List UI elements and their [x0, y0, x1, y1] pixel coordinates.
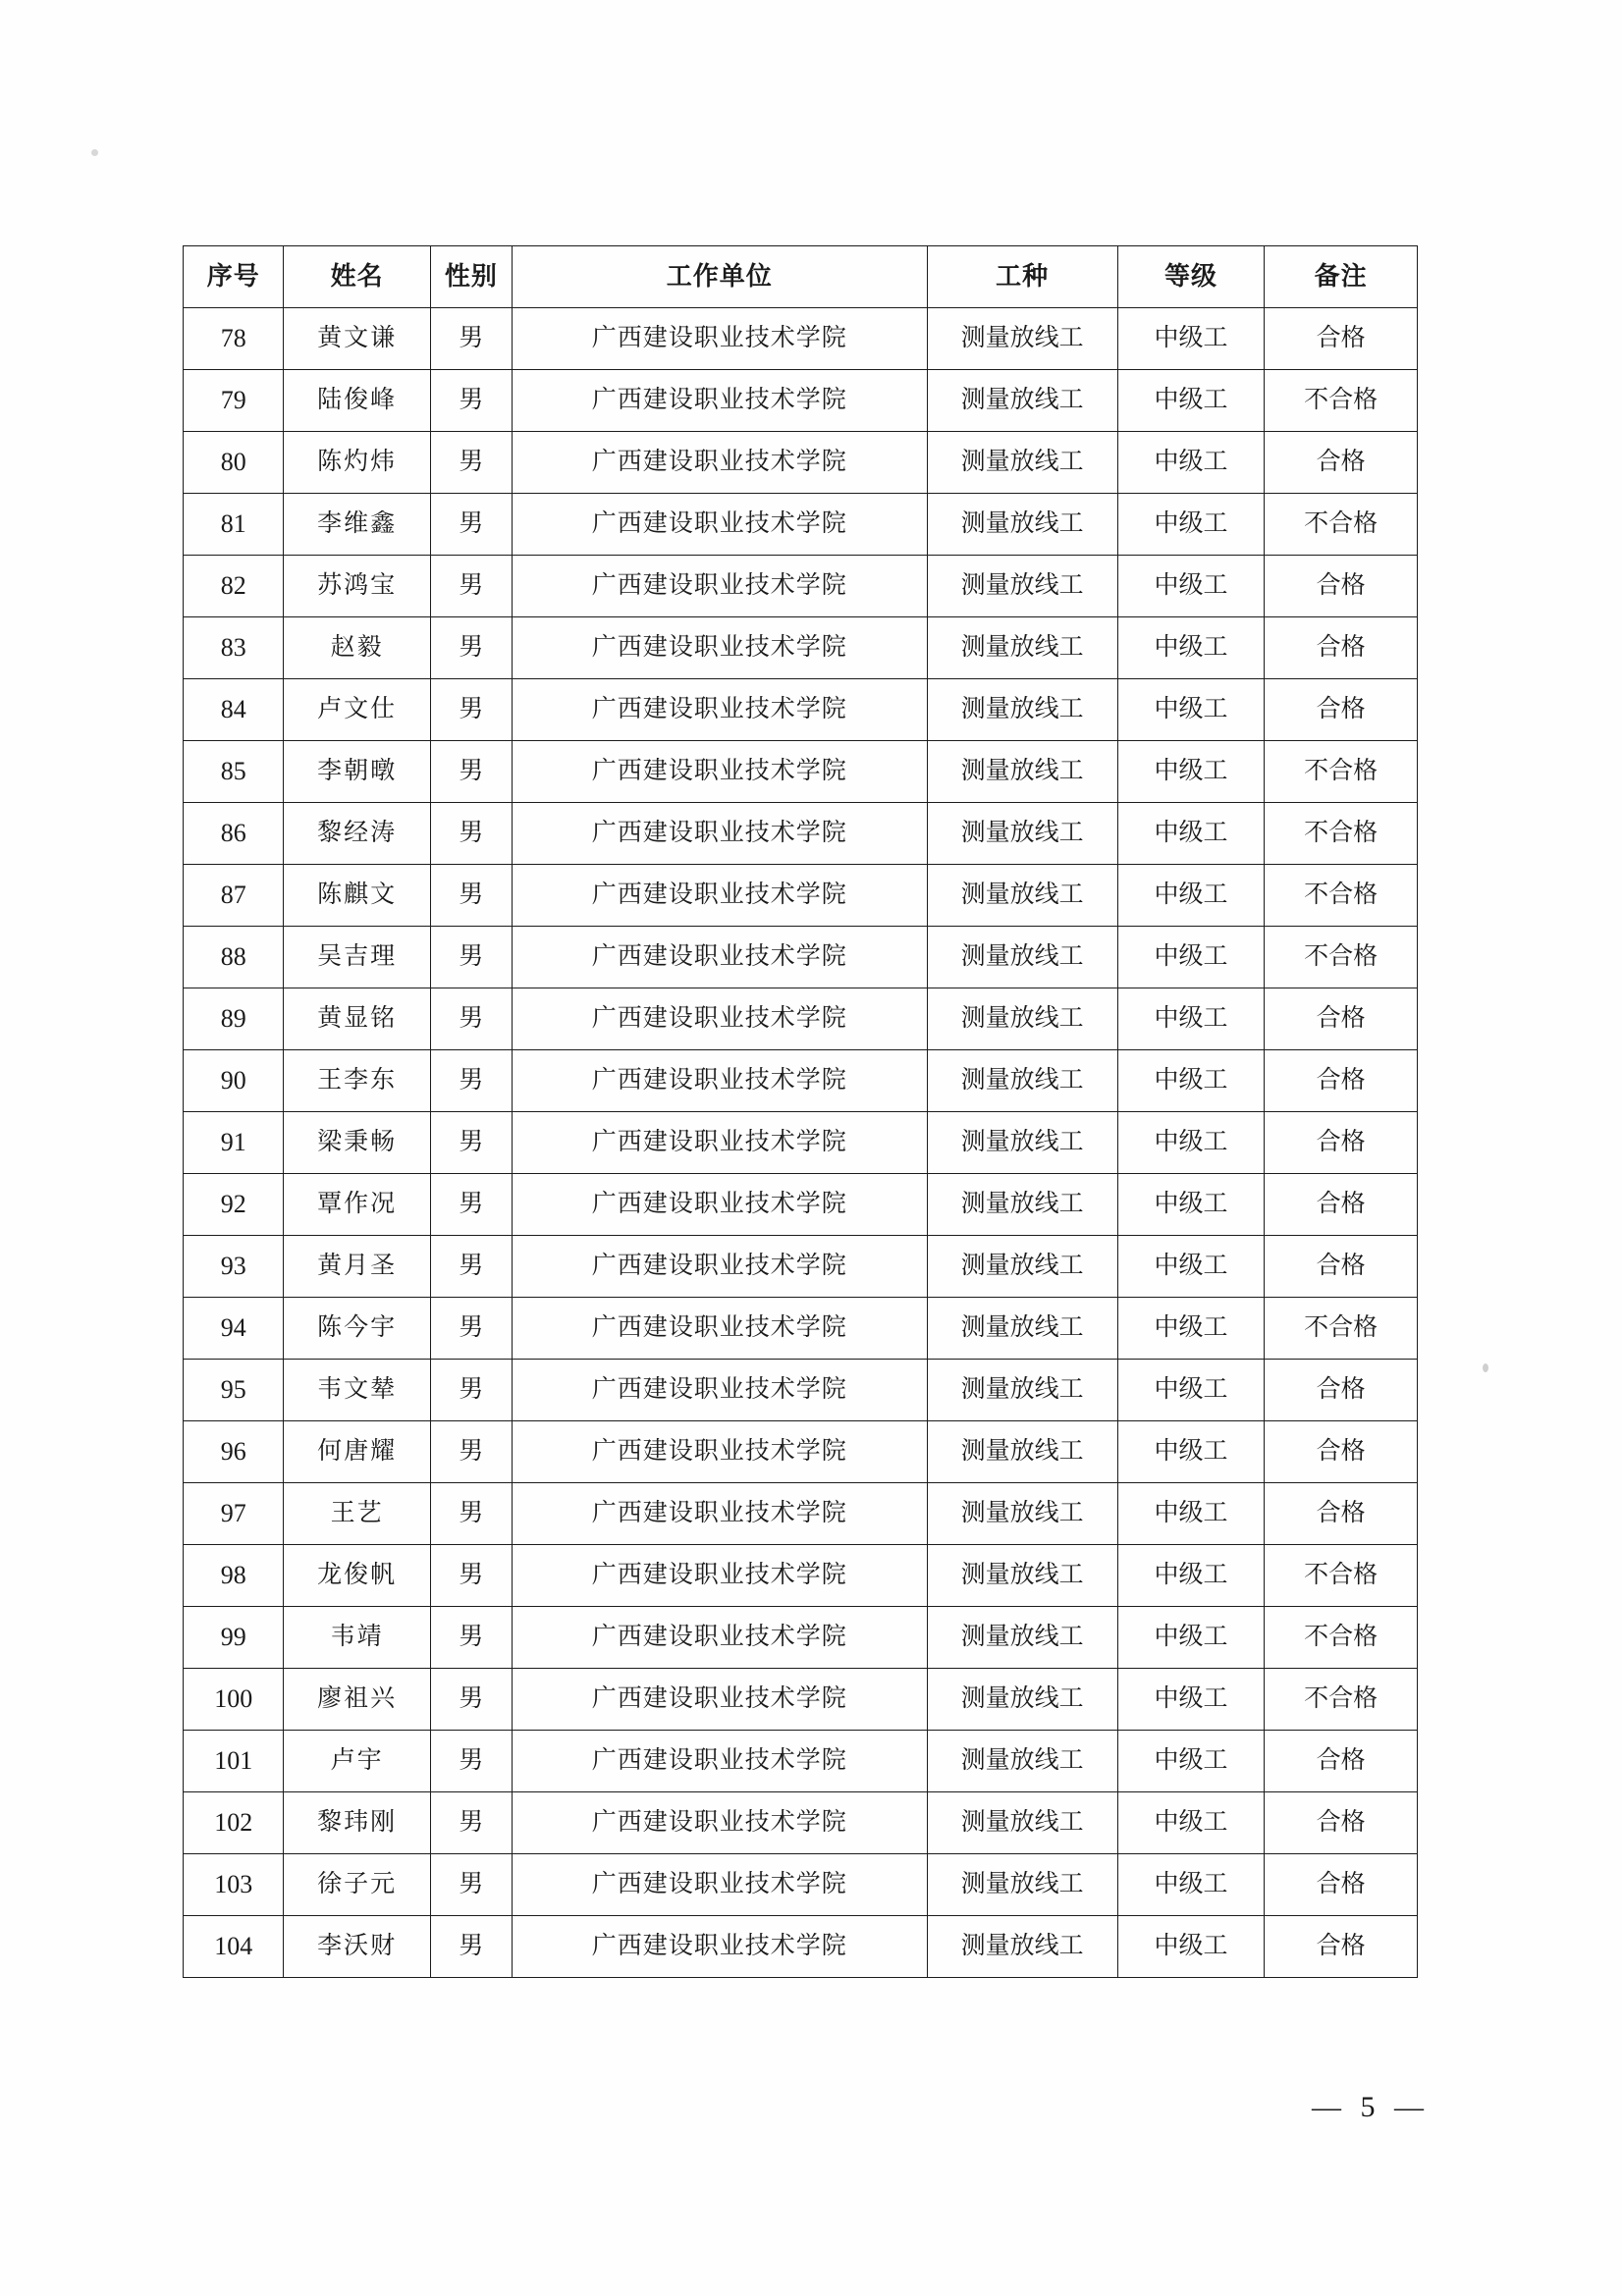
scan-speck [1483, 1363, 1488, 1372]
cell-name: 苏鸿宝 [284, 556, 430, 617]
cell-jobtype: 测量放线工 [927, 1792, 1117, 1854]
cell-gender: 男 [430, 556, 512, 617]
cell-workunit: 广西建设职业技术学院 [513, 370, 928, 432]
table-row [184, 927, 1418, 988]
table-row [184, 803, 1418, 865]
cell-workunit: 广西建设职业技术学院 [513, 1731, 928, 1792]
cell-index: 82 [184, 556, 284, 617]
cell-level: 中级工 [1117, 1236, 1264, 1298]
cell-remark: 不合格 [1265, 1607, 1418, 1669]
cell-index: 98 [184, 1545, 284, 1607]
column-header-remark: 备注 [1265, 246, 1418, 308]
cell-workunit: 广西建设职业技术学院 [513, 927, 928, 988]
cell-level: 中级工 [1117, 1050, 1264, 1112]
table-row [184, 865, 1418, 927]
cell-name: 李维鑫 [284, 494, 430, 556]
cell-index: 91 [184, 1112, 284, 1174]
cell-jobtype: 测量放线工 [927, 679, 1117, 741]
cell-gender: 男 [430, 927, 512, 988]
cell-level: 中级工 [1117, 556, 1264, 617]
cell-gender: 男 [430, 494, 512, 556]
cell-jobtype: 测量放线工 [927, 1854, 1117, 1916]
cell-gender: 男 [430, 1792, 512, 1854]
column-header-workunit: 工作单位 [513, 246, 928, 308]
table-row [184, 308, 1418, 370]
cell-remark: 不合格 [1265, 1298, 1418, 1360]
cell-level: 中级工 [1117, 1731, 1264, 1792]
cell-level: 中级工 [1117, 679, 1264, 741]
cell-remark: 合格 [1265, 988, 1418, 1050]
cell-level: 中级工 [1117, 988, 1264, 1050]
cell-index: 89 [184, 988, 284, 1050]
cell-name: 陆俊峰 [284, 370, 430, 432]
cell-gender: 男 [430, 679, 512, 741]
cell-gender: 男 [430, 1112, 512, 1174]
cell-index: 104 [184, 1916, 284, 1978]
cell-jobtype: 测量放线工 [927, 556, 1117, 617]
cell-remark: 合格 [1265, 617, 1418, 679]
cell-name: 王李东 [284, 1050, 430, 1112]
cell-workunit: 广西建设职业技术学院 [513, 617, 928, 679]
cell-level: 中级工 [1117, 1421, 1264, 1483]
cell-remark: 合格 [1265, 432, 1418, 494]
cell-name: 李沃财 [284, 1916, 430, 1978]
cell-jobtype: 测量放线工 [927, 1421, 1117, 1483]
cell-remark: 不合格 [1265, 865, 1418, 927]
cell-gender: 男 [430, 432, 512, 494]
cell-name: 王艺 [284, 1483, 430, 1545]
table-row [184, 1916, 1418, 1978]
table-row [184, 1854, 1418, 1916]
cell-gender: 男 [430, 1174, 512, 1236]
cell-workunit: 广西建设职业技术学院 [513, 1669, 928, 1731]
cell-gender: 男 [430, 741, 512, 803]
scan-speck [91, 149, 98, 156]
cell-name: 黎经涛 [284, 803, 430, 865]
table-row [184, 741, 1418, 803]
cell-remark: 合格 [1265, 1050, 1418, 1112]
cell-workunit: 广西建设职业技术学院 [513, 1050, 928, 1112]
table-row [184, 1050, 1418, 1112]
table-row [184, 1360, 1418, 1421]
cell-jobtype: 测量放线工 [927, 617, 1117, 679]
cell-jobtype: 测量放线工 [927, 1545, 1117, 1607]
cell-gender: 男 [430, 988, 512, 1050]
cell-workunit: 广西建设职业技术学院 [513, 1483, 928, 1545]
cell-jobtype: 测量放线工 [927, 370, 1117, 432]
cell-index: 78 [184, 308, 284, 370]
cell-gender: 男 [430, 1916, 512, 1978]
cell-index: 87 [184, 865, 284, 927]
cell-name: 何唐耀 [284, 1421, 430, 1483]
cell-level: 中级工 [1117, 370, 1264, 432]
cell-name: 黄月圣 [284, 1236, 430, 1298]
cell-gender: 男 [430, 1607, 512, 1669]
cell-name: 卢文仕 [284, 679, 430, 741]
roster-table [183, 245, 1418, 1978]
table-row [184, 679, 1418, 741]
table-header-row [184, 246, 1418, 308]
cell-level: 中级工 [1117, 1607, 1264, 1669]
cell-name: 韦文辇 [284, 1360, 430, 1421]
cell-remark: 合格 [1265, 1916, 1418, 1978]
cell-remark: 合格 [1265, 1421, 1418, 1483]
cell-level: 中级工 [1117, 1916, 1264, 1978]
cell-index: 93 [184, 1236, 284, 1298]
cell-name: 李朝暾 [284, 741, 430, 803]
cell-level: 中级工 [1117, 741, 1264, 803]
cell-jobtype: 测量放线工 [927, 1360, 1117, 1421]
roster-table-container [183, 245, 1418, 1978]
cell-remark: 不合格 [1265, 370, 1418, 432]
cell-name: 龙俊帆 [284, 1545, 430, 1607]
cell-name: 覃作况 [284, 1174, 430, 1236]
cell-remark: 不合格 [1265, 803, 1418, 865]
cell-name: 黎玮刚 [284, 1792, 430, 1854]
table-row [184, 1792, 1418, 1854]
cell-remark: 合格 [1265, 679, 1418, 741]
cell-level: 中级工 [1117, 1483, 1264, 1545]
cell-workunit: 广西建设职业技术学院 [513, 865, 928, 927]
cell-workunit: 广西建设职业技术学院 [513, 1360, 928, 1421]
cell-level: 中级工 [1117, 1792, 1264, 1854]
cell-name: 吴吉理 [284, 927, 430, 988]
cell-remark: 合格 [1265, 1731, 1418, 1792]
cell-level: 中级工 [1117, 1854, 1264, 1916]
cell-gender: 男 [430, 617, 512, 679]
cell-workunit: 广西建设职业技术学院 [513, 1854, 928, 1916]
cell-level: 中级工 [1117, 865, 1264, 927]
cell-workunit: 广西建设职业技术学院 [513, 1916, 928, 1978]
table-row [184, 1421, 1418, 1483]
cell-jobtype: 测量放线工 [927, 308, 1117, 370]
cell-level: 中级工 [1117, 1174, 1264, 1236]
cell-name: 黄文谦 [284, 308, 430, 370]
cell-gender: 男 [430, 1236, 512, 1298]
cell-index: 80 [184, 432, 284, 494]
cell-gender: 男 [430, 1854, 512, 1916]
cell-jobtype: 测量放线工 [927, 1298, 1117, 1360]
table-row [184, 494, 1418, 556]
cell-level: 中级工 [1117, 1112, 1264, 1174]
table-row [184, 1607, 1418, 1669]
cell-level: 中级工 [1117, 432, 1264, 494]
cell-level: 中级工 [1117, 1669, 1264, 1731]
cell-jobtype: 测量放线工 [927, 1607, 1117, 1669]
cell-name: 陈今宇 [284, 1298, 430, 1360]
cell-jobtype: 测量放线工 [927, 432, 1117, 494]
cell-workunit: 广西建设职业技术学院 [513, 1545, 928, 1607]
cell-index: 88 [184, 927, 284, 988]
cell-gender: 男 [430, 1421, 512, 1483]
cell-remark: 不合格 [1265, 1669, 1418, 1731]
cell-index: 99 [184, 1607, 284, 1669]
cell-gender: 男 [430, 1669, 512, 1731]
cell-remark: 合格 [1265, 1112, 1418, 1174]
cell-level: 中级工 [1117, 1298, 1264, 1360]
page-number: — 5 — [1312, 2091, 1430, 2123]
cell-jobtype: 测量放线工 [927, 988, 1117, 1050]
cell-workunit: 广西建设职业技术学院 [513, 494, 928, 556]
cell-workunit: 广西建设职业技术学院 [513, 1607, 928, 1669]
cell-name: 卢宇 [284, 1731, 430, 1792]
column-header-jobtype: 工种 [927, 246, 1117, 308]
cell-jobtype: 测量放线工 [927, 1669, 1117, 1731]
cell-level: 中级工 [1117, 617, 1264, 679]
cell-level: 中级工 [1117, 803, 1264, 865]
cell-level: 中级工 [1117, 308, 1264, 370]
column-header-name: 姓名 [284, 246, 430, 308]
cell-workunit: 广西建设职业技术学院 [513, 1112, 928, 1174]
cell-workunit: 广西建设职业技术学院 [513, 1792, 928, 1854]
table-row [184, 556, 1418, 617]
table-row [184, 370, 1418, 432]
cell-gender: 男 [430, 1298, 512, 1360]
cell-workunit: 广西建设职业技术学院 [513, 679, 928, 741]
cell-name: 陈灼炜 [284, 432, 430, 494]
cell-index: 100 [184, 1669, 284, 1731]
cell-gender: 男 [430, 1360, 512, 1421]
cell-jobtype: 测量放线工 [927, 741, 1117, 803]
cell-name: 陈麒文 [284, 865, 430, 927]
cell-jobtype: 测量放线工 [927, 1050, 1117, 1112]
table-row [184, 617, 1418, 679]
table-row [184, 988, 1418, 1050]
cell-index: 96 [184, 1421, 284, 1483]
cell-jobtype: 测量放线工 [927, 1731, 1117, 1792]
cell-jobtype: 测量放线工 [927, 1483, 1117, 1545]
table-row [184, 1545, 1418, 1607]
cell-jobtype: 测量放线工 [927, 494, 1117, 556]
table-row [184, 1236, 1418, 1298]
cell-name: 韦靖 [284, 1607, 430, 1669]
cell-gender: 男 [430, 1050, 512, 1112]
cell-index: 79 [184, 370, 284, 432]
cell-index: 84 [184, 679, 284, 741]
cell-remark: 不合格 [1265, 927, 1418, 988]
cell-workunit: 广西建设职业技术学院 [513, 1298, 928, 1360]
cell-remark: 合格 [1265, 308, 1418, 370]
table-row [184, 1731, 1418, 1792]
cell-workunit: 广西建设职业技术学院 [513, 308, 928, 370]
cell-index: 86 [184, 803, 284, 865]
cell-workunit: 广西建设职业技术学院 [513, 556, 928, 617]
table-row [184, 1112, 1418, 1174]
column-header-level: 等级 [1117, 246, 1264, 308]
column-header-gender: 性别 [430, 246, 512, 308]
cell-name: 赵毅 [284, 617, 430, 679]
cell-index: 81 [184, 494, 284, 556]
cell-gender: 男 [430, 865, 512, 927]
cell-name: 徐子元 [284, 1854, 430, 1916]
cell-level: 中级工 [1117, 927, 1264, 988]
cell-index: 92 [184, 1174, 284, 1236]
cell-index: 90 [184, 1050, 284, 1112]
table-body [184, 308, 1418, 1978]
cell-workunit: 广西建设职业技术学院 [513, 1421, 928, 1483]
cell-index: 103 [184, 1854, 284, 1916]
cell-index: 102 [184, 1792, 284, 1854]
cell-remark: 合格 [1265, 1792, 1418, 1854]
cell-gender: 男 [430, 1731, 512, 1792]
cell-remark: 合格 [1265, 1483, 1418, 1545]
table-header [184, 246, 1418, 308]
cell-index: 94 [184, 1298, 284, 1360]
cell-name: 黄显铭 [284, 988, 430, 1050]
cell-workunit: 广西建设职业技术学院 [513, 432, 928, 494]
table-row [184, 1298, 1418, 1360]
cell-level: 中级工 [1117, 1545, 1264, 1607]
cell-index: 85 [184, 741, 284, 803]
cell-gender: 男 [430, 308, 512, 370]
cell-gender: 男 [430, 1483, 512, 1545]
cell-remark: 合格 [1265, 1360, 1418, 1421]
cell-remark: 不合格 [1265, 1545, 1418, 1607]
cell-jobtype: 测量放线工 [927, 865, 1117, 927]
cell-jobtype: 测量放线工 [927, 927, 1117, 988]
cell-remark: 不合格 [1265, 494, 1418, 556]
cell-remark: 合格 [1265, 556, 1418, 617]
cell-level: 中级工 [1117, 494, 1264, 556]
cell-index: 83 [184, 617, 284, 679]
cell-index: 95 [184, 1360, 284, 1421]
cell-workunit: 广西建设职业技术学院 [513, 741, 928, 803]
cell-name: 廖祖兴 [284, 1669, 430, 1731]
cell-workunit: 广西建设职业技术学院 [513, 1236, 928, 1298]
cell-jobtype: 测量放线工 [927, 1112, 1117, 1174]
cell-level: 中级工 [1117, 1360, 1264, 1421]
cell-index: 97 [184, 1483, 284, 1545]
cell-gender: 男 [430, 803, 512, 865]
cell-remark: 合格 [1265, 1174, 1418, 1236]
cell-jobtype: 测量放线工 [927, 803, 1117, 865]
cell-gender: 男 [430, 370, 512, 432]
table-row [184, 1483, 1418, 1545]
table-row [184, 1669, 1418, 1731]
cell-workunit: 广西建设职业技术学院 [513, 803, 928, 865]
cell-index: 101 [184, 1731, 284, 1792]
table-row [184, 432, 1418, 494]
cell-gender: 男 [430, 1545, 512, 1607]
cell-jobtype: 测量放线工 [927, 1236, 1117, 1298]
cell-remark: 合格 [1265, 1854, 1418, 1916]
table-row [184, 1174, 1418, 1236]
cell-remark: 合格 [1265, 1236, 1418, 1298]
cell-workunit: 广西建设职业技术学院 [513, 988, 928, 1050]
cell-remark: 不合格 [1265, 741, 1418, 803]
cell-name: 梁秉畅 [284, 1112, 430, 1174]
cell-jobtype: 测量放线工 [927, 1916, 1117, 1978]
cell-jobtype: 测量放线工 [927, 1174, 1117, 1236]
column-header-index: 序号 [184, 246, 284, 308]
cell-workunit: 广西建设职业技术学院 [513, 1174, 928, 1236]
